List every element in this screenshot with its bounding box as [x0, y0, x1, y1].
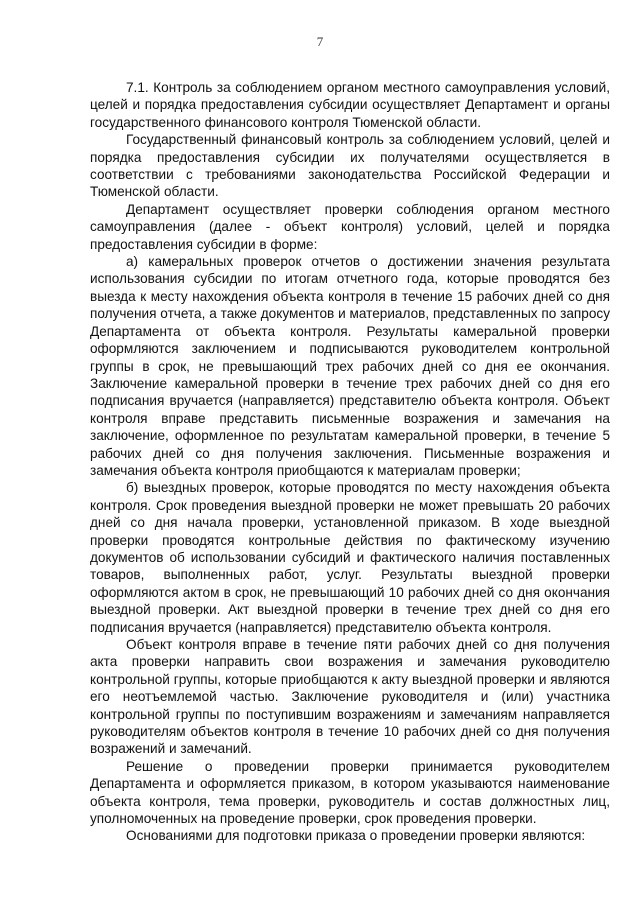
paragraph-field-audits: б) выездных проверок, которые проводятся по месту нахождения объекта контроля. Срок проведения выездной проверки не может превышать 20 рабочих дней со дня начала проверки, установленной приказом. В ходе выездной проверки проводятся контрольные действия по фактическому изучению документов об использовании субсидий и фактического наличия поставленных товаров, выполненных работ, услуг. Результаты выездной проверки оформляются актом в срок, не превышающий 10 рабочих дней со дня окончания выездной проверки. Акт выездной проверки в течение трех дней со дня его подписания вручается (направляется) представителю объекта контроля. — [90, 480, 610, 635]
paragraph-objections: Объект контроля вправе в течение пяти рабочих дней со дня получения акта проверки направить свои возражения и замечания руководителю контрольной группы, которые приобщаются к акту выездной проверки и являются его неотъемлемой частью. Заключение руководителя и (или) участника контрольной группы по поступившим возражениям и замечаниям направляется руководителям объектов контроля в течение 10 рабочих дней со дня получения возражений и замечаний. — [90, 637, 610, 757]
paragraph-department-checks: Департамент осуществляет проверки соблюдения органом местного самоуправления (далее - объект контроля) условий, целей и порядка предоставления субсидии в форме: — [90, 201, 610, 252]
paragraph-7-1: 7.1. Контроль за соблюдением органом местного самоуправления условий, целей и порядка предоставления субсидии осуществляет Департамент и органы государственного финансового контроля Тюменской области. — [90, 80, 610, 130]
paragraph-desk-audits: а) камеральных проверок отчетов о достижении значения результата использования субсидии по итогам отчетного года, которые проводятся без выезда к месту нахождения объекта контроля в течение 15 рабочих дней со дня получения отчета, а также документов и материалов, представленных по запросу Департамента от объекта контроля. Результаты камеральной проверки оформляются заключением и подписываются руководителем контрольной группы в срок, не превышающий трех рабочих дней со дня ее окончания. Заключение камеральной проверки в течение трех рабочих дней со дня его подписания вручается (направляется) представителю объекта контроля. Объект контроля вправе представить письменные возражения и замечания на заключение, оформленное по результатам камеральной проверки, в течение 5 рабочих дней со дня получения заключения. Письменные возражения и замечания объекта контроля приобщаются к материалам проверки; — [90, 254, 610, 478]
paragraph-state-control: Государственный финансовый контроль за соблюдением условий, целей и порядка предоставления субсидии их получателями осуществляется в соответствии с требованиями законодательства Российской Федерации и Тюменской области. — [90, 132, 610, 200]
page-number: 7 — [316, 34, 324, 49]
paragraph-grounds: Основаниями для подготовки приказа о проведении проверки являются: — [126, 828, 586, 844]
document-body — [90, 79, 610, 845]
paragraph-decision: Решение о проведении проверки принимается руководителем Департамента и оформляется приказом, в котором указываются наименование объекта контроля, тема проверки, руководитель и состав должностных лиц, уполномоченных на проведение проверки, срок проведения проверки. — [90, 758, 610, 827]
